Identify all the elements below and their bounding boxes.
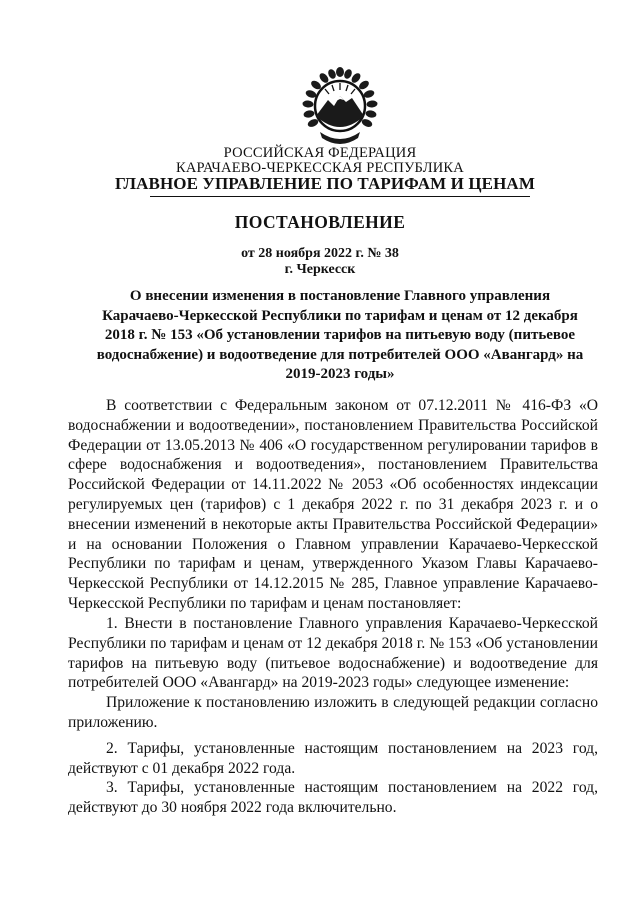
coat-of-arms-icon [302,66,378,148]
header-republic: КАРАЧАЕВО-ЧЕРКЕССКАЯ РЕСПУБЛИКА [176,160,464,176]
document-city: г. Черкесск [284,262,356,277]
body-paragraph-appendix: Приложение к постановлению изложить в следующей редакции согласно приложению. [68,694,598,731]
header-country: РОССИЙСКАЯ ФЕДЕРАЦИЯ [223,145,417,161]
body-paragraph-item-2: 2. Тарифы, установленные настоящим постановлением на 2023 год, действуют с 01 декабря 2022 года. [68,740,598,777]
document-type: ПОСТАНОВЛЕНИЕ [234,212,406,232]
body-paragraph-preamble: В соответствии с Федеральным законом от 07.12.2011 № 416-ФЗ «О водоснабжении и водоотведении», постановлением Правительства Российской Федерации от 13.05.2013 № 406 «О государственном регулировании тарифов в сфере водоснабжения и водоотведения», постановлением Правительства Российской Федерации от 14.11.2022 № 2053 «Об особенностях индексации регулируемых цен (тарифов) с 1 декабря 2022 г. по 31 декабря 2023 г. и о внесении изменений в некоторые акты Правительства Российской Федерации» и на основании Положения о Главном управлении Карачаево-Черкесской Республики по тарифам и ценам, утвержденного Указом Главы Карачаево-Черкесской Республики от 14.12.2015 № 285, Главное управление Карачаево-Черкесской Республики по тарифам и ценам постановляет: [68,397,598,612]
document-title: О внесении изменения в постановление Главного управления Карачаево-Черкесской Республики по тарифам и ценам от 12 декабря 2018 г. № 153 «Об установлении тарифов на питьевую воду (питьевое водоснабжение) и водоотведение для потребителей ООО «Авангард» на 2019-2023 годы» [96,288,584,383]
body-paragraph-item-3: 3. Тарифы, установленные настоящим постановлением на 2022 год, действуют до 30 ноября 2022 года включительно. [68,779,598,816]
document-date-number: от 28 ноября 2022 г. № 38 [241,246,399,261]
header-authority: ГЛАВНОЕ УПРАВЛЕНИЕ ПО ТАРИФАМ И ЦЕНАМ [115,174,535,193]
body-paragraph-item-1: 1. Внести в постановление Главного управления Карачаево-Черкесской Республики по тарифам и ценам от 12 декабря 2018 г. № 153 «Об установлении тарифов на питьевую воду (питьевое водоснабжение) и водоотведение для потребителей ООО «Авангард» на 2019-2023 годы» следующее изменение: [68,615,598,692]
header-divider [150,196,530,197]
